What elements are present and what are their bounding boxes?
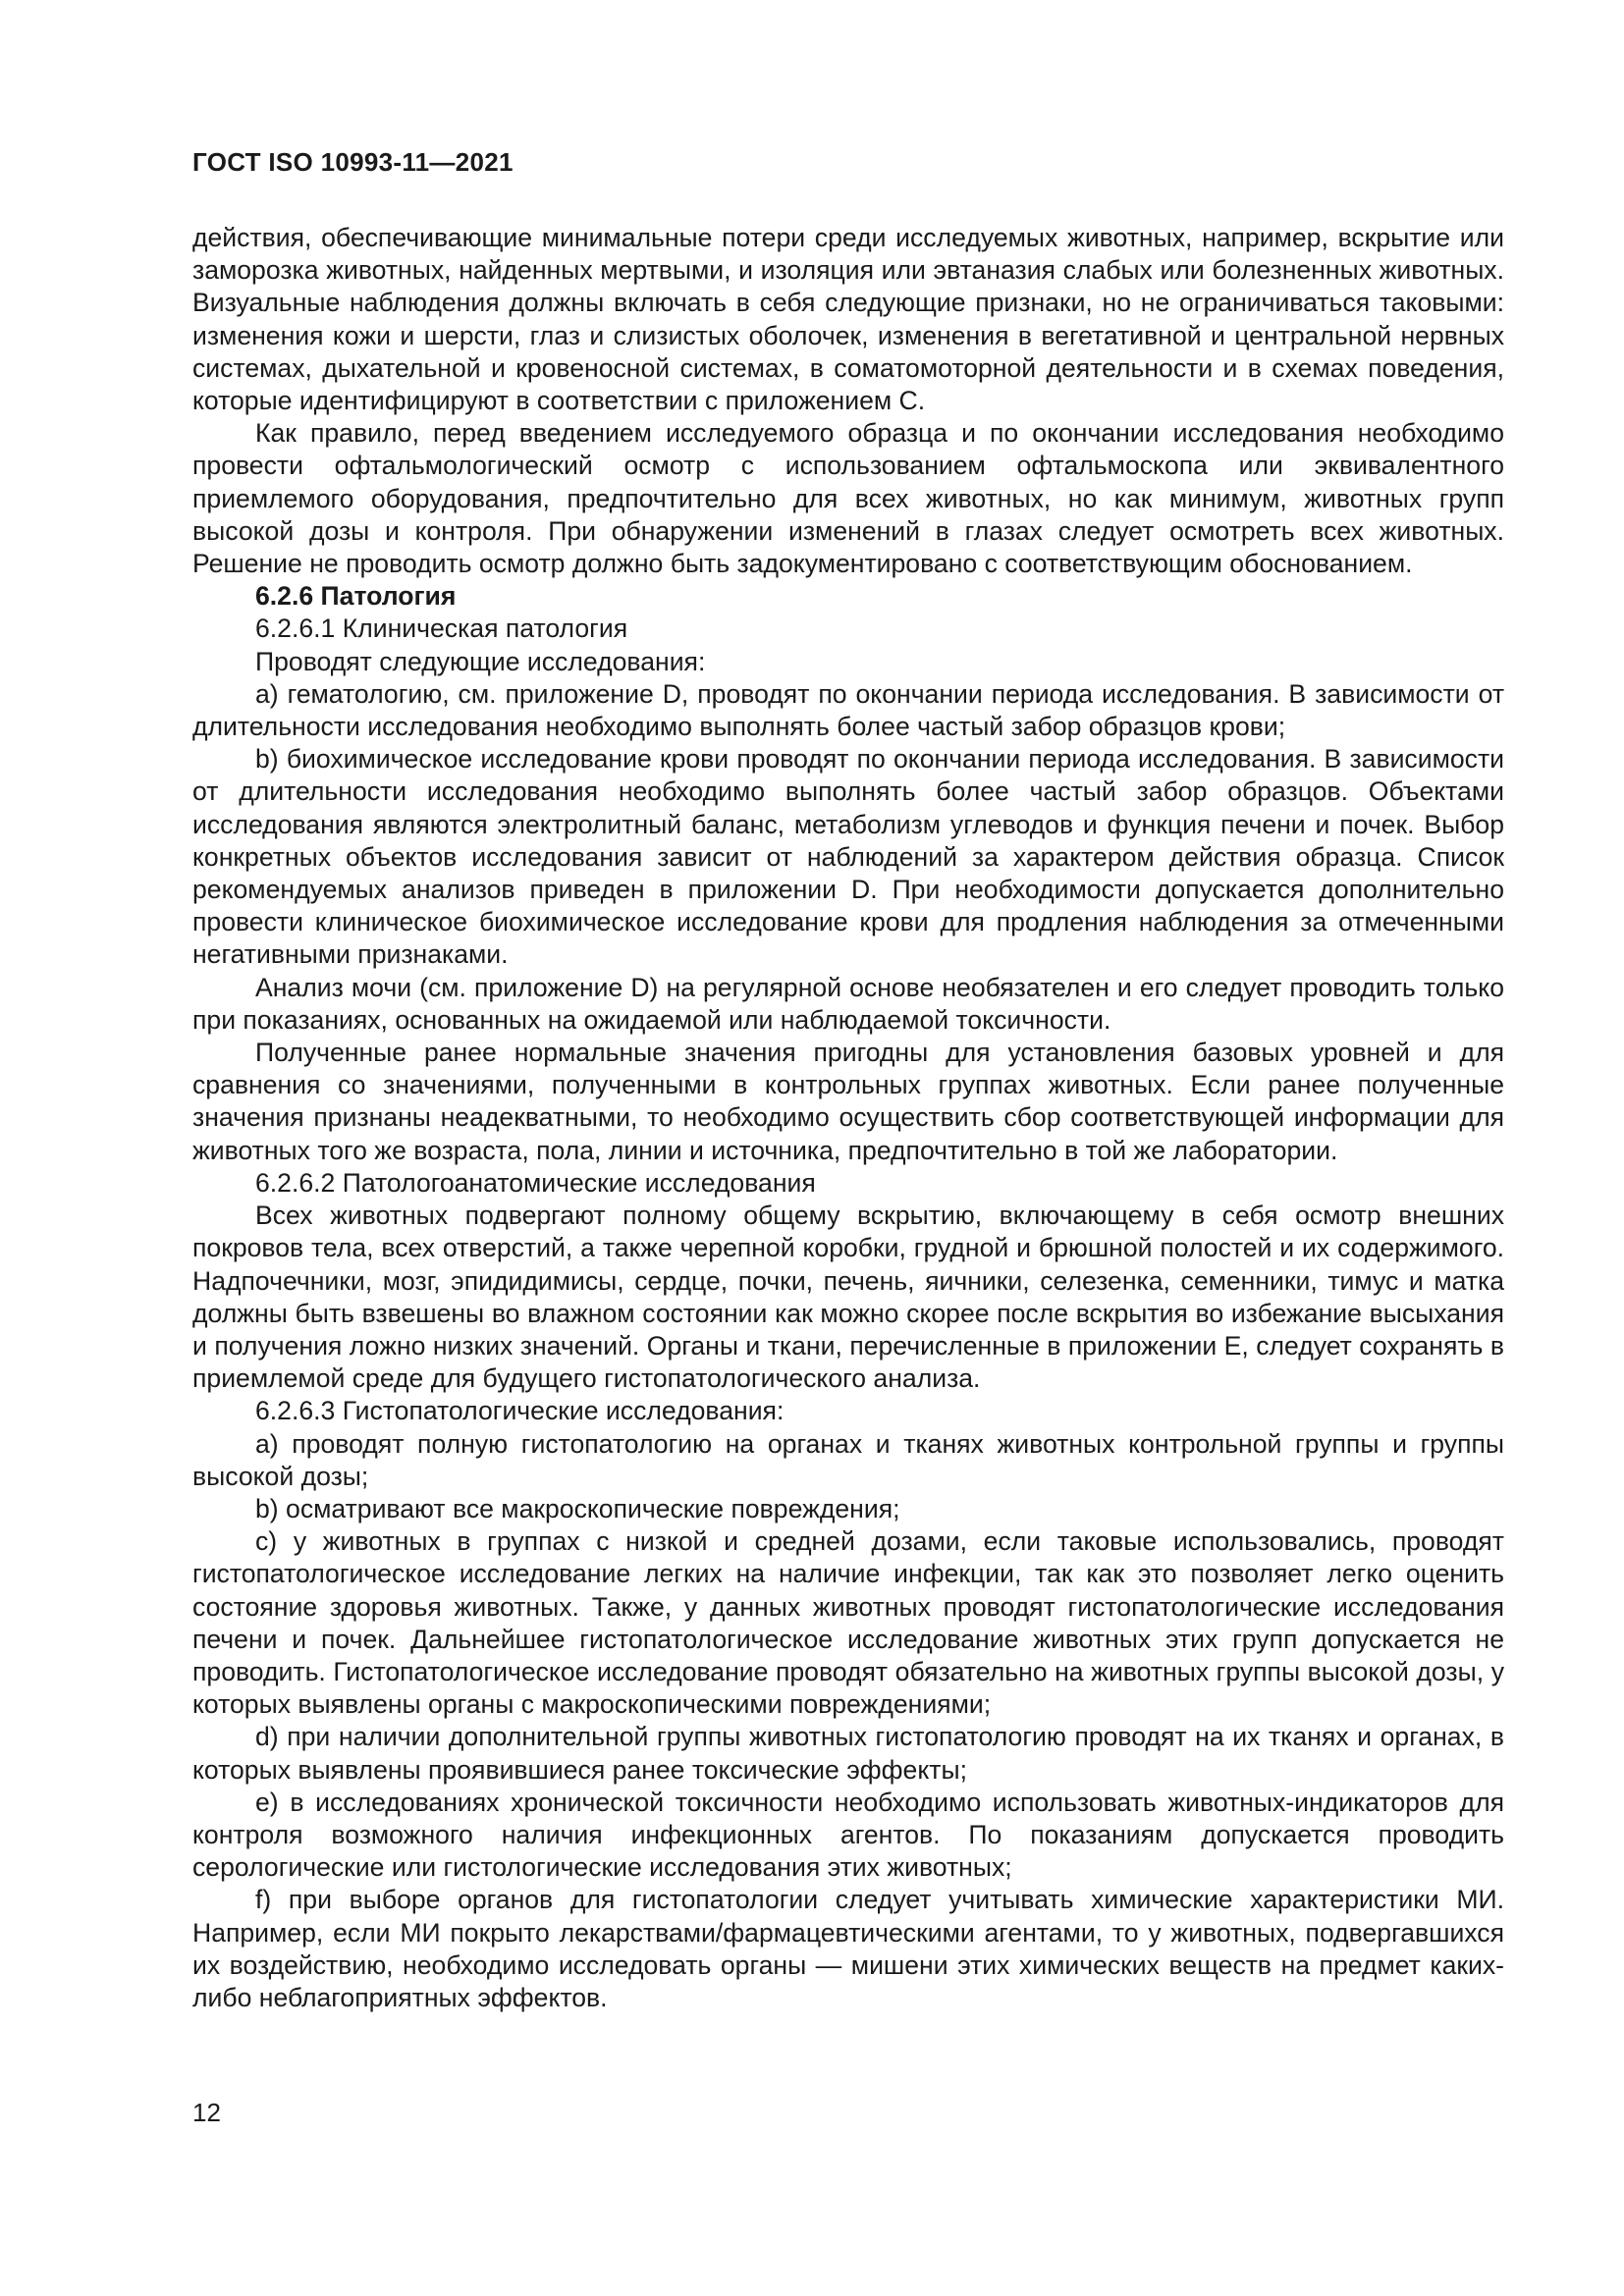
list-item-b-lesions: b) осматривают все макроскопические повреждения; (255, 1493, 900, 1523)
document-body (192, 222, 1504, 2014)
list-item-c-low-mid-dose: c) у животных в группах с низкой и средней дозами, если таковые использовались, проводят гистопатологическое исследование легких на наличие инфекции, так как это позволяет легко оценить состояние здоровья животных. Также, у данных животных проводят гистопатологические исследования печени и почек. Дальнейшее гистопатологическое исследование животных этих групп допускается не проводить. Гистопатологическое исследование проводят обязательно на животных группы высокой дозы, у которых выявлены органы с макроскопическими повреждениями; (192, 1526, 1504, 1720)
paragraph-ophthalmology: Как правило, перед введением исследуемого образца и по окончании исследования необходимо провести офтальмологический осмотр с использованием офтальмоскопа или эквивалентного приемлемого оборудования, предпочтительно для всех животных, но как минимум, животных групп высокой дозы и контроля. При обнаружении изменений в глазах следует осмотреть всех животных. Решение не проводить осмотр должно быть задокументировано с соответствующим обоснованием. (192, 418, 1504, 579)
paragraph-normal-values: Полученные ранее нормальные значения пригодны для установления базовых уровней и для сравнения со значениями, полученными в контрольных группах животных. Если ранее полученные значения признаны неадекватными, то необходимо осуществить сбор соответствующей информации для животных того же возраста, пола, линии и источника, предпочтительно в той же лаборатории. (192, 1038, 1504, 1165)
section-heading-pathology: 6.2.6 Патология (255, 581, 457, 612)
subsection-heading-clinical-pathology: 6.2.6.1 Клиническая патология (255, 614, 628, 644)
document-header: ГОСТ ISO 10993-11—2021 (192, 147, 514, 177)
page-number: 12 (192, 2098, 221, 2127)
subsection-heading-anatomical-pathology: 6.2.6.2 Патологоанатомические исследования (255, 1167, 816, 1198)
paragraph-necropsy: Всех животных подвергают полному общему вскрытию, включающему в себя осмотр внешних покровов тела, всех отверстий, а также черепной коробки, грудной и брюшной полостей и их содержимого. Надпочечники, мозг, эпидидимисы, сердце, почки, печень, яичники, селезенка, семенники, тимус и матка должны быть взвешены во влажном состоянии как можно скорее после вскрытия во избежание высыхания и получения ложно низких значений. Органы и ткани, перечисленные в приложении Е, следует сохранять в приемлемой среде для будущего гистопатологического анализа. (192, 1201, 1504, 1394)
list-item-a-hematology: a) гематологию, см. приложение D, проводят по окончании периода исследования. В зависимости от длительности исследования необходимо выполнять более частый забор образцов крови; (192, 678, 1504, 742)
paragraph-urinalysis: Анализ мочи (см. приложение D) на регулярной основе необязателен и его следует проводить только при показаниях, основанных на ожидаемой или наблюдаемой токсичности. (192, 972, 1504, 1035)
list-item-d-satellite-group: d) при наличии дополнительной группы животных гистопатологию проводят на их тканях и органах, в которых выявлены проявившиеся ранее токсические эффекты; (192, 1722, 1504, 1785)
paragraph-continuation: действия, обеспечивающие минимальные потери среди исследуемых животных, например, вскрытие или заморозка животных, найденных мертвыми, и изоляция или эвтаназия слабых или болезненных животных. Визуальные наблюдения должны включать в себя следующие признаки, но не ограничиваться таковыми: изменения кожи и шерсти, глаз и слизистых оболочек, изменения в вегетативной и центральной нервных системах, дыхательной и кровеносной системах, в соматомоторной деятельности и в схемах поведения, которые идентифицируют в соответствии с приложением С. (192, 223, 1504, 416)
list-item-e-sentinel-animals: e) в исследованиях хронической токсичности необходимо использовать животных-индикаторов для контроля возможного наличия инфекционных агентов. По показаниям допускается проводить серологические или гистологические исследования этих животных; (192, 1787, 1504, 1883)
paragraph-intro: Проводят следующие исследования: (255, 646, 706, 676)
list-item-a-histopathology: a) проводят полную гистопатологию на органах и тканях животных контрольной группы и группы высокой дозы; (192, 1428, 1504, 1491)
list-item-f-organ-selection: f) при выборе органов для гистопатологии следует учитывать химические характеристики МИ. Например, если МИ покрыто лекарствами/фармацевтическими агентами, то у животных, подвергавшихся их воздействию, необходимо исследовать органы — мишени этих химических веществ на предмет каких-либо неблагоприятных эффектов. (192, 1885, 1504, 2012)
list-item-b-biochemistry: b) биохимическое исследование крови проводят по окончании периода исследования. В зависимости от длительности исследования необходимо выполнять более частый забор образцов. Объектами исследования являются электролитный баланс, метаболизм углеводов и функция печени и почек. Выбор конкретных объектов исследования зависит от наблюдений за характером действия образца. Список рекомендуемых анализов приведен в приложении D. При необходимости допускается дополнительно провести клиническое биохимическое исследование крови для продления наблюдения за отмеченными негативными признаками. (192, 744, 1504, 970)
subsection-heading-histopathology: 6.2.6.3 Гистопатологические исследования: (255, 1396, 785, 1426)
